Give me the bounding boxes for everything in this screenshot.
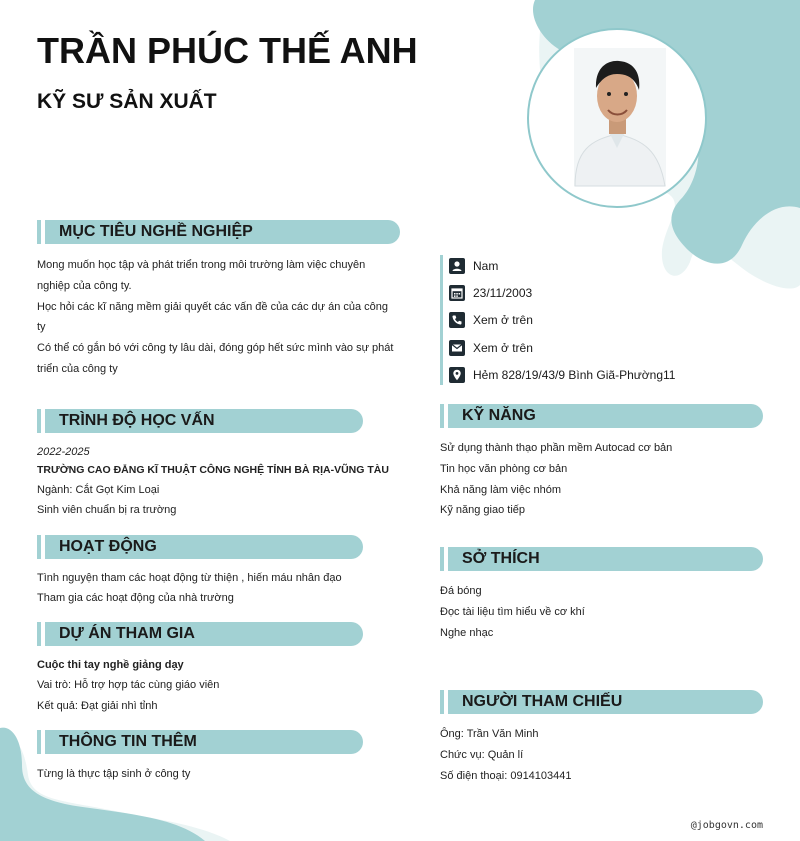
- profile-photo: [527, 28, 707, 208]
- extra-info-line: Từng là thực tập sinh ở công ty: [37, 768, 191, 780]
- candidate-name: TRẦN PHÚC THẾ ANH: [37, 30, 418, 71]
- education-major: Ngành: Cắt Gọt Kim Loại: [37, 484, 160, 496]
- objective-line: triển của công ty: [37, 363, 118, 375]
- education-status: Sinh viên chuẩn bị ra trường: [37, 504, 177, 516]
- objective-line: Mong muốn học tập và phát triển trong môi trường làm việc chuyên: [37, 259, 366, 271]
- person-icon: [449, 258, 465, 274]
- section-heading-references: [440, 690, 763, 714]
- skill-line: Kỹ năng giao tiếp: [440, 504, 526, 516]
- skill-line: Khả năng làm việc nhóm: [440, 484, 562, 496]
- skill-line: Tin học văn phòng cơ bản: [440, 463, 568, 475]
- activity-line: Tham gia các hoạt động của nhà trường: [37, 592, 234, 604]
- watermark-text: @jobgovn.com: [690, 820, 763, 831]
- mail-icon: [449, 340, 465, 356]
- candidate-job-title: KỸ SƯ SẢN XUẤT: [37, 90, 217, 113]
- heading-accent-gap: [41, 409, 45, 433]
- section-heading-projects: [37, 622, 363, 646]
- section-heading-text: KỸ NĂNG: [462, 407, 536, 424]
- heading-accent-gap: [444, 404, 448, 428]
- objective-line: nghiệp của công ty.: [37, 280, 132, 292]
- objective-line: Học hỏi các kĩ năng mềm giải quyết các vấn đề của các dự án của công: [37, 301, 389, 313]
- calendar-icon: [449, 285, 465, 301]
- heading-accent-gap: [444, 547, 448, 571]
- project-result: Kết quả: Đạt giải nhì tỉnh: [37, 700, 158, 712]
- section-heading-objective: [37, 220, 400, 244]
- section-heading-text: MỤC TIÊU NGHỀ NGHIỆP: [59, 223, 253, 240]
- section-heading-activities: [37, 535, 363, 559]
- reference-phone: Số điện thoại: 0914103441: [440, 770, 572, 782]
- contact-accent-line: [440, 255, 443, 385]
- phone-icon: [449, 312, 465, 328]
- section-heading-text: NGƯỜI THAM CHIẾU: [462, 693, 623, 710]
- hobby-line: Đá bóng: [440, 585, 482, 597]
- reference-name: Ông: Trần Văn Minh: [440, 728, 539, 740]
- heading-accent-gap: [444, 690, 448, 714]
- contact-birthday-value: 23/11/2003: [473, 286, 533, 300]
- section-heading-education: [37, 409, 363, 433]
- section-heading-extra-info: [37, 730, 363, 754]
- location-pin-icon: [449, 367, 465, 383]
- heading-accent-gap: [41, 220, 45, 244]
- section-heading-text: THÔNG TIN THÊM: [59, 733, 197, 750]
- hobby-line: Nghe nhạc: [440, 627, 494, 639]
- heading-accent-gap: [41, 535, 45, 559]
- contact-phone-value: Xem ở trên: [473, 313, 533, 327]
- section-heading-hobbies: [440, 547, 763, 571]
- objective-line: Có thể có gắn bó với công ty lâu dài, đóng góp hết sức mình vào sự phát: [37, 342, 394, 354]
- heading-accent-gap: [41, 730, 45, 754]
- heading-accent-gap: [41, 622, 45, 646]
- contact-address-value: Hẻm 828/19/43/9 Bình Giã-Phường11: [473, 368, 676, 382]
- hobby-line: Đọc tài liệu tìm hiểu về cơ khí: [440, 606, 585, 618]
- education-school: TRƯỜNG CAO ĐẲNG KĨ THUẬT CÔNG NGHỆ TỈNH BÀ RỊA-VŨNG TÀU: [37, 464, 389, 476]
- contact-gender-value: Nam: [473, 259, 499, 273]
- activity-line: Tình nguyện tham các hoạt động từ thiện , hiến máu nhân đạo: [37, 572, 342, 584]
- contact-email-value: Xem ở trên: [473, 341, 533, 355]
- section-heading-text: SỞ THÍCH: [462, 550, 540, 567]
- skill-line: Sử dụng thành thạo phần mềm Autocad cơ bản: [440, 442, 673, 454]
- project-name: Cuộc thi tay nghề giảng dạy: [37, 659, 184, 671]
- section-heading-text: TRÌNH ĐỘ HỌC VẤN: [59, 412, 215, 429]
- section-heading-skills: [440, 404, 763, 428]
- section-heading-text: HOẠT ĐỘNG: [59, 538, 157, 555]
- person-portrait-illustration: [529, 30, 705, 206]
- reference-position: Chức vụ: Quản lí: [440, 749, 524, 761]
- section-heading-text: DỰ ÁN THAM GIA: [59, 625, 195, 642]
- education-period: 2022-2025: [37, 446, 90, 458]
- project-role: Vai trò: Hỗ trợ hợp tác cùng giáo viên: [37, 679, 220, 691]
- objective-line: ty: [37, 321, 46, 333]
